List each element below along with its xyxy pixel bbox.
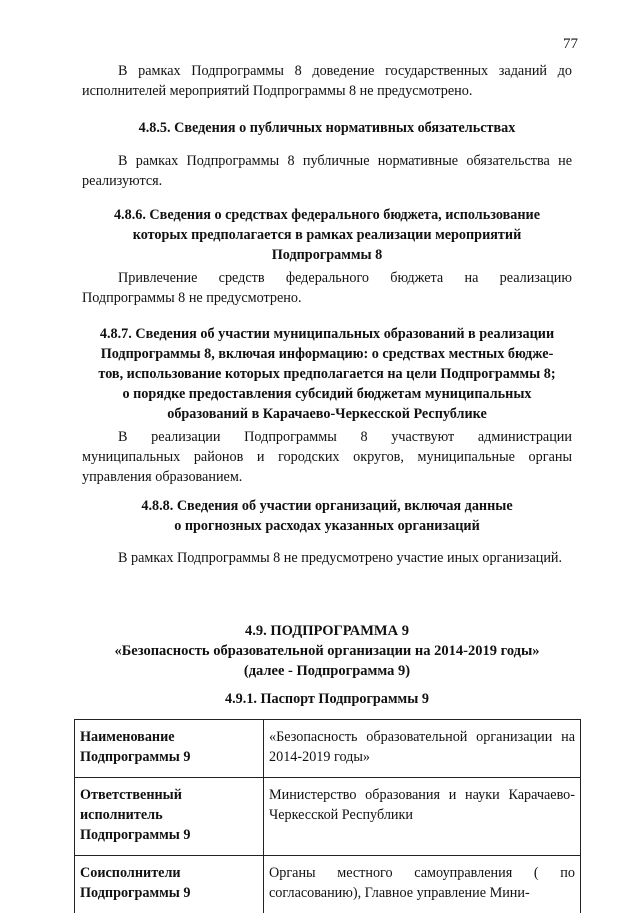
heading-4-8-7-text xyxy=(82,324,572,424)
heading-4-8-6 xyxy=(82,205,572,265)
table-cell-label: Наименование Подпрограммы 9 xyxy=(75,720,264,778)
heading-4-9 xyxy=(82,621,572,681)
paragraph-4 xyxy=(82,427,572,487)
heading-line: 4.9. ПОДПРОГРАММА 9 xyxy=(82,621,572,641)
heading-4-9-1-text: 4.9.1. Паспорт Подпрограммы 9 xyxy=(82,689,572,709)
paragraph-1 xyxy=(82,61,572,101)
heading-line: 4.8.8. Сведения об участии организаций, включая данные xyxy=(82,496,572,516)
heading-line: 4.8.7. Сведения об участии муниципальных образований в реализации xyxy=(82,324,572,344)
paragraph-2-text: В рамках Подпрограммы 8 публичные нормативные обязательства не реализуются. xyxy=(82,151,572,191)
paragraph-3-text: Привлечение средств федерального бюджета на реализацию Подпрограммы 8 не предусмотрено. xyxy=(82,268,572,308)
table-cell-value: «Безопасность образовательной организации на 2014-2019 годы» xyxy=(264,720,581,778)
heading-4-9-text xyxy=(82,621,572,681)
paragraph-5 xyxy=(82,548,572,568)
table-cell-value: Органы местного самоуправления ( по согласованию), Главное управление Мини- xyxy=(264,856,581,913)
table-row xyxy=(75,720,581,778)
heading-line: тов, использование которых предполагается на цели Подпрограммы 8; xyxy=(82,364,572,384)
heading-line: 4.8.6. Сведения о средствах федерального бюджета, использование xyxy=(82,205,572,225)
heading-line: (далее - Подпрограмма 9) xyxy=(82,661,572,681)
heading-4-8-7 xyxy=(82,324,572,424)
paragraph-1-text: В рамках Подпрограммы 8 доведение государственных заданий до исполнителей мероприятий Подпрограммы 8 не предусмотрено. xyxy=(82,61,572,101)
table-cell-value: Министерство образования и науки Карачаево-Черкесской Республики xyxy=(264,778,581,856)
heading-line: образований в Карачаево-Черкесской Республике xyxy=(82,404,572,424)
table-row xyxy=(75,778,581,856)
heading-line: о прогнозных расходах указанных организаций xyxy=(82,516,572,536)
paragraph-3 xyxy=(82,268,572,308)
heading-line: которых предполагается в рамках реализации мероприятий xyxy=(82,225,572,245)
heading-4-8-6-text xyxy=(82,205,572,265)
heading-4-8-8-text xyxy=(82,496,572,536)
passport-table xyxy=(74,719,581,913)
heading-4-9-1 xyxy=(82,689,572,709)
heading-line: Подпрограммы 8 xyxy=(82,245,572,265)
table-cell-label: Соисполнители Подпрограммы 9 xyxy=(75,856,264,913)
heading-4-8-8 xyxy=(82,496,572,536)
paragraph-4-text: В реализации Подпрограммы 8 участвуют администрации муниципальных районов и городских округов, муниципальные органы управления образованием. xyxy=(82,427,572,487)
table-cell-label: Ответственный исполнитель Подпрограммы 9 xyxy=(75,778,264,856)
page-number: 77 xyxy=(563,36,578,53)
paragraph-2 xyxy=(82,151,572,191)
heading-line: о порядке предоставления субсидий бюджетам муниципальных xyxy=(82,384,572,404)
heading-line: «Безопасность образовательной организации на 2014-2019 годы» xyxy=(82,641,572,661)
heading-4-8-5-text: 4.8.5. Сведения о публичных нормативных обязательствах xyxy=(82,118,572,138)
heading-4-8-5 xyxy=(82,118,572,138)
table-row xyxy=(75,856,581,913)
heading-line: Подпрограммы 8, включая информацию: о средствах местных бюдже- xyxy=(82,344,572,364)
paragraph-5-text: В рамках Подпрограммы 8 не предусмотрено участие иных организаций. xyxy=(82,548,572,568)
